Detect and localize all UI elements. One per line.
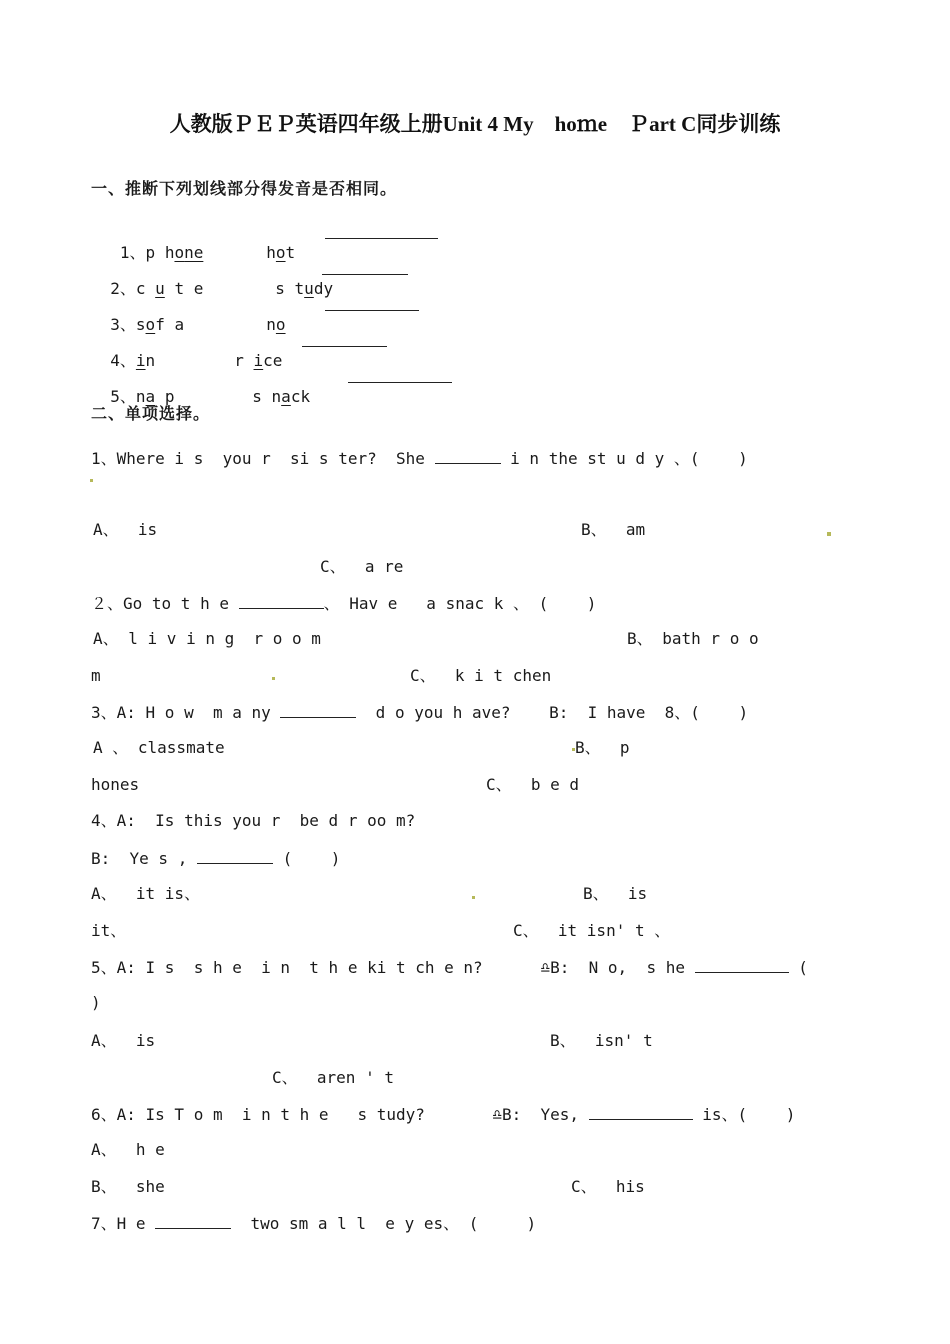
list-item: 1、p hone [110, 243, 204, 262]
document-title: 人教版ＰＥＰ英语四年级上册Unit 4 My hoｍe Ｐart C同步训练 [169, 112, 781, 136]
option-c[interactable]: C、 k i t chen [410, 666, 552, 685]
option-c[interactable]: C、 a re [320, 557, 404, 576]
speck [572, 748, 575, 751]
list-item: 3、sof a [110, 315, 185, 334]
answer-blank[interactable] [325, 295, 419, 311]
list-item-word2: r ice [234, 351, 283, 370]
question-stem: ２、Go to t h e 、 Hav e a snac k 、 ( ) [91, 594, 597, 613]
list-item-word2: s nack [252, 387, 311, 406]
option-b[interactable]: B、 she [91, 1177, 165, 1196]
answer-blank[interactable] [239, 593, 324, 609]
answer-blank[interactable] [325, 223, 438, 239]
option-b[interactable]: B、 isn' t [550, 1031, 653, 1050]
section1-heading: 一、推断下列划线部分得发音是否相同。 [91, 179, 398, 198]
section2-heading: 二、单项选择。 [91, 404, 211, 423]
answer-blank[interactable] [322, 259, 408, 275]
answer-blank[interactable] [197, 848, 273, 864]
list-item: 2、c u t e [110, 279, 204, 298]
question-stem: 6、A: Is T o m i n t h e s tudy? ♎B: Yes, is、( ) [91, 1105, 796, 1124]
option-c[interactable]: C、 it isn' t 、 [513, 921, 671, 940]
speck [472, 896, 475, 899]
speck [827, 532, 831, 536]
question-stem-wrap: ) [91, 993, 101, 1012]
option-b-wrap: m [91, 666, 101, 685]
option-a[interactable]: A 、 classmate [93, 738, 225, 757]
question-stem: 5、A: I s s h e i n t h e ki t ch e n? ♎B: N o, s he ( [91, 958, 808, 977]
answer-blank[interactable] [589, 1104, 693, 1120]
option-b-wrap: hones [91, 775, 140, 794]
list-item: 5、na p [110, 387, 175, 406]
question-stem: 7、H e two sm a l l e y es、 ( ) [91, 1214, 537, 1233]
answer-blank[interactable] [435, 448, 501, 464]
option-b[interactable]: B、 is [583, 884, 648, 903]
speck [90, 479, 93, 482]
list-item-word2: hot [266, 243, 296, 262]
option-b-wrap: it、 [91, 921, 127, 940]
option-b[interactable]: B、 am [581, 520, 646, 539]
question-stem: 3、A: H o w m a ny d o you h ave? B: I have 8、( ) [91, 703, 749, 722]
item-number: 3、 [110, 315, 136, 334]
question-stem: 1、Where i s you r si s ter? She i n the st u d y 、( ) [91, 449, 748, 468]
option-c[interactable]: C、 his [571, 1177, 645, 1196]
item-number: 5、 [110, 387, 136, 406]
option-a[interactable]: A、 l i v i n g r o o m [93, 629, 321, 648]
item-number: 2、 [110, 279, 136, 298]
option-a[interactable]: A、 h e [91, 1140, 165, 1159]
question-stem-2: B: Ye s , ( ) [91, 849, 341, 868]
list-item-word2: s tudy [275, 279, 334, 298]
option-b[interactable]: B、 p [575, 738, 630, 757]
option-b[interactable]: B、 bath r o o [627, 629, 759, 648]
list-item-word2: no [266, 315, 286, 334]
answer-blank[interactable] [280, 702, 356, 718]
option-a[interactable]: A、 is [93, 520, 158, 539]
list-item: 4、in [110, 351, 156, 370]
answer-blank[interactable] [155, 1213, 231, 1229]
answer-blank[interactable] [348, 367, 452, 383]
item-number: 1、 [110, 243, 146, 262]
option-c[interactable]: C、 aren ' t [272, 1068, 394, 1087]
speck [272, 677, 275, 680]
item-number: 4、 [110, 351, 136, 370]
option-a[interactable]: A、 it is、 [91, 884, 201, 903]
option-a[interactable]: A、 is [91, 1031, 156, 1050]
question-stem: 4、A: Is this you r be d r oo m? [91, 811, 416, 830]
option-c[interactable]: C、 b e d [486, 775, 580, 794]
answer-blank[interactable] [695, 957, 789, 973]
answer-blank[interactable] [302, 331, 387, 347]
